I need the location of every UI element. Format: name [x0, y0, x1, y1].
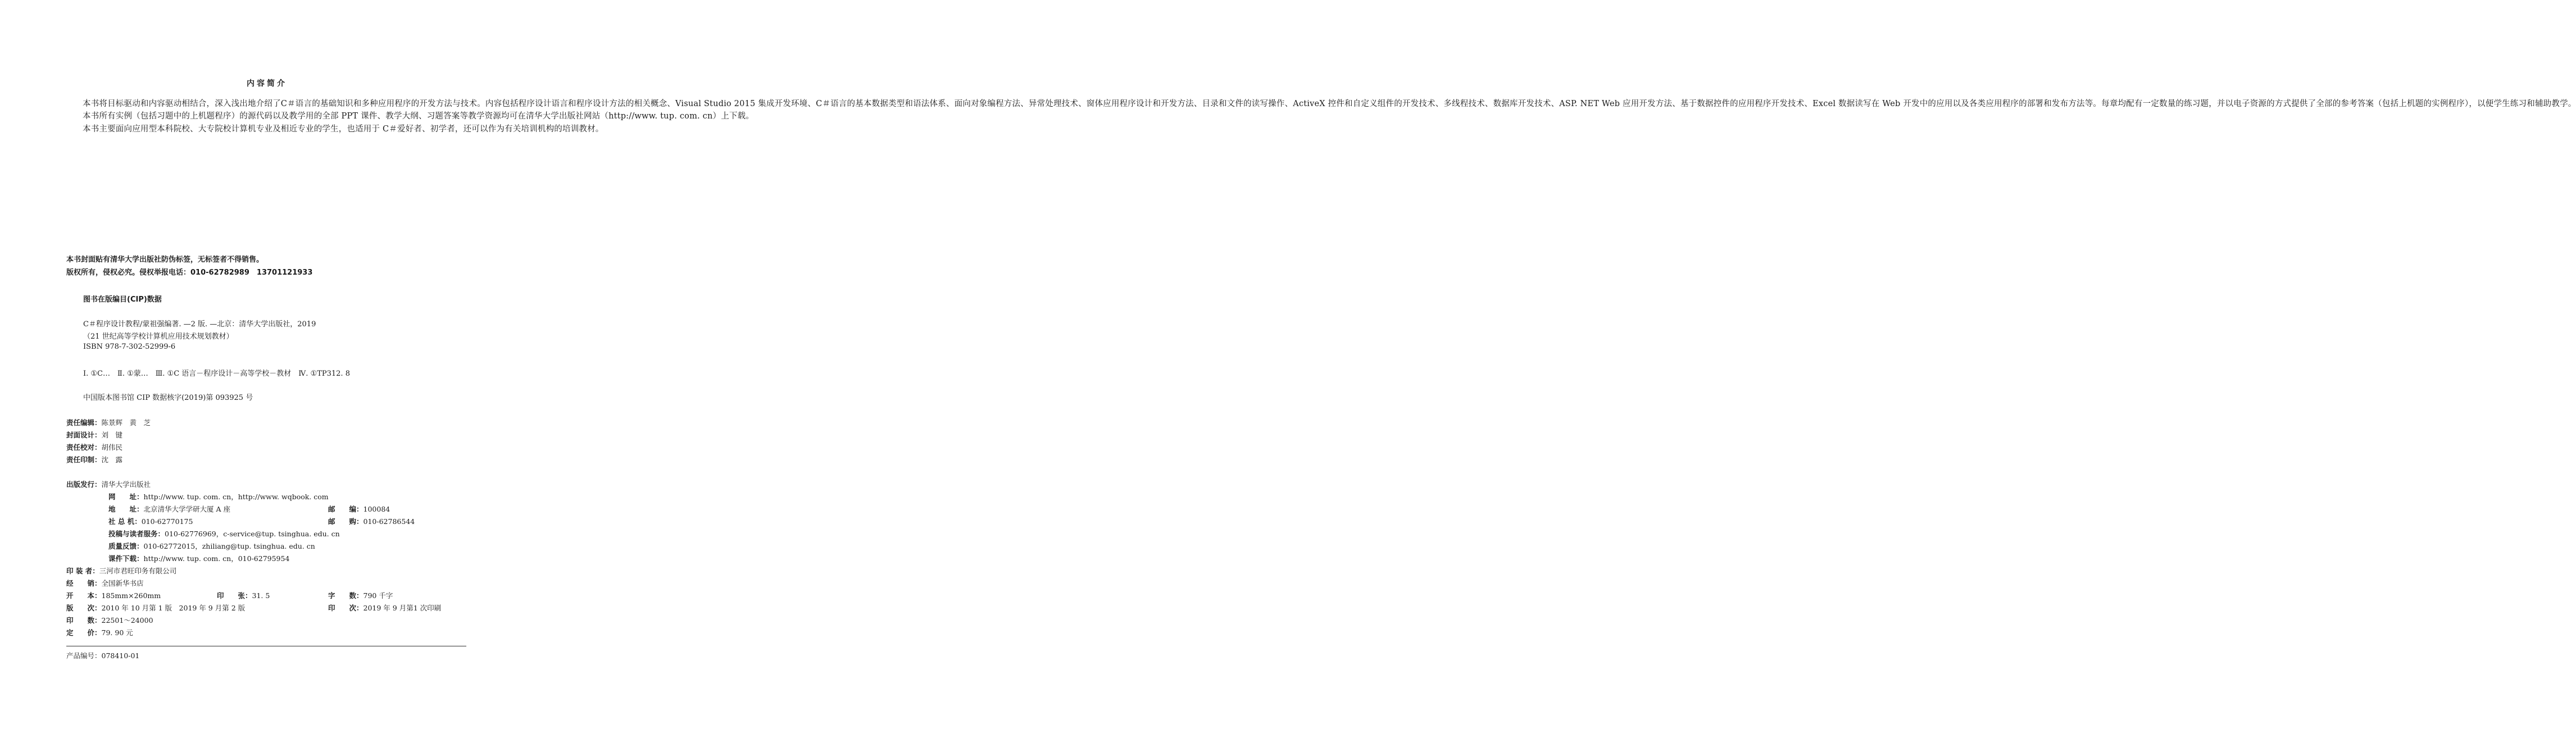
format-label: 开 本： — [66, 591, 102, 600]
switchboard-row — [108, 516, 193, 526]
staff-label: 责任编辑： — [66, 418, 102, 427]
staff-value: 胡伟民 — [101, 443, 123, 452]
staff-label: 责任校对： — [66, 443, 102, 452]
cip-record-number: 中国版本图书馆 CIP 数据核字(2019)第 093925 号 — [83, 394, 253, 402]
distributor-value: 全国新华书店 — [101, 579, 144, 587]
staff-row — [66, 417, 151, 427]
printer-row — [66, 566, 176, 576]
mail-order-value: 010-62786544 — [363, 517, 415, 526]
word-count-row — [328, 590, 393, 600]
copyright-notice: 版权所有，侵权必究。侵权举报电话：010-62782989 13701121933 — [66, 268, 313, 277]
publisher-label: 出版发行： — [66, 480, 102, 489]
website-value[interactable]: http://www. tup. com. cn，http://www. wqbook. com — [143, 493, 329, 501]
anti-counterfeit-notice: 本书封面贴有清华大学出版社防伪标签，无标签者不得销售。 — [66, 256, 264, 264]
format-row — [66, 590, 161, 600]
staff-label: 封面设计： — [66, 431, 102, 439]
zipcode-value: 100084 — [363, 505, 390, 513]
impression-value: 2019 年 9 月第1 次印刷 — [363, 604, 442, 612]
word-count-value: 790 千字 — [363, 591, 393, 600]
staff-value: 沈 露 — [101, 455, 123, 464]
staff-label: 责任印制： — [66, 455, 102, 464]
address-value: 北京清华大学学研大厦 A 座 — [143, 505, 230, 513]
edition-row — [66, 603, 245, 613]
impression-label: 印 次： — [328, 604, 364, 612]
edition-value: 2010 年 10 月第 1 版 2019 年 9 月第 2 版 — [101, 604, 246, 612]
summary-paragraph: 本书将目标驱动和内容驱动相结合，深入浅出地介绍了C＃语言的基础知识和多种应用程序的开发方法与技术。内容包括程序设计语言和程序设计方法的相关概念、Visual Studio 2015 集成开发环境、C＃语言的基本数据类型和语法体系、面向对象编程方法、异常处理技术、窗体应用程序设计和开发方法、目录和文件的读写操作、ActiveX 控件和自定义组件的开发技术、多线程技术、数据库开发技术、ASP. NET Web 应用开发方法、基于数据控件的应用程序开发技术、Excel 数据读写在 Web 开发中的应用以及各类应用程序的部署和发布方法等。每章均配有一定数量的练习题，并以电子资源的方式提供了全部的参考答案（包括上机题的实例程序），以便学生练习和辅助教学。 — [83, 99, 2576, 108]
summary-paragraph: 本书主要面向应用型本科院校、大专院校计算机专业及相近专业的学生，也适用于 C＃爱好者、初学者，还可以作为有关培训机构的培训教材。 — [83, 124, 604, 134]
cip-classification: Ⅰ. ①C… Ⅱ. ①蒙… Ⅲ. ①C 语言－程序设计－高等学校－教材 Ⅳ. ①TP312. 8 — [83, 370, 350, 378]
cip-line: C＃程序设计教程/蒙祖强编著. —2 版. —北京：清华大学出版社，2019 — [83, 320, 316, 329]
address-label: 地 址： — [108, 505, 144, 513]
website-row — [108, 491, 329, 502]
staff-value: 刘 键 — [101, 431, 123, 439]
price-label: 定 价： — [66, 628, 102, 637]
contribution-label: 投稿与读者服务： — [108, 530, 165, 538]
printer-value: 三河市君旺印务有限公司 — [99, 567, 177, 575]
price-value: 79. 90 元 — [101, 628, 133, 637]
zipcode-label: 邮 编： — [328, 505, 364, 513]
staff-row — [66, 442, 122, 452]
print-run-label: 印 数： — [66, 616, 102, 625]
distributor-label: 经 销： — [66, 579, 102, 587]
zipcode-row — [328, 504, 390, 514]
summary-body — [66, 98, 2576, 135]
impression-row — [328, 603, 441, 613]
cip-line: （21 世纪高等学校计算机应用技术规划教材） — [83, 332, 234, 341]
courseware-download-label: 课件下载： — [108, 554, 144, 563]
contribution-row — [108, 528, 340, 539]
address-row — [108, 504, 230, 514]
switchboard-value: 010-62770175 — [141, 517, 193, 526]
cip-title: 图书在版编目(CIP)数据 — [83, 295, 162, 304]
publisher-row — [66, 479, 151, 489]
printer-label: 印 装 者： — [66, 567, 99, 575]
sheets-value: 31. 5 — [252, 591, 270, 600]
distributor-row — [66, 578, 144, 588]
summary-title: 内容简介 — [247, 79, 287, 88]
sheets-row — [217, 590, 270, 600]
print-run-value: 22501～24000 — [101, 616, 153, 625]
product-code: 产品编号：078410-01 — [66, 651, 140, 660]
staff-value: 陈景辉 黄 芝 — [101, 418, 151, 427]
print-run-row — [66, 615, 153, 625]
summary-paragraph: 本书所有实例（包括习题中的上机题程序）的源代码以及教学用的全部 PPT 课件、教学大纲、习题答案等教学资源均可在清华大学出版社网站（http://www. tup. com. cn）上下载。 — [83, 112, 755, 121]
contribution-value[interactable]: 010-62776969，c-service@tup. tsinghua. edu. cn — [165, 530, 340, 538]
staff-row — [66, 430, 122, 440]
courseware-download-value[interactable]: http://www. tup. com. cn，010-62795954 — [143, 554, 290, 563]
mail-order-label: 邮 购： — [328, 517, 364, 526]
courseware-download-row — [108, 553, 289, 563]
word-count-label: 字 数： — [328, 591, 364, 600]
quality-feedback-row — [108, 541, 315, 551]
quality-feedback-label: 质量反馈： — [108, 542, 144, 550]
mail-order-row — [328, 516, 415, 526]
website-label: 网 址： — [108, 493, 144, 501]
edition-label: 版 次： — [66, 604, 102, 612]
price-row — [66, 627, 133, 637]
staff-row — [66, 454, 122, 464]
quality-feedback-value[interactable]: 010-62772015，zhiliang@tup. tsinghua. edu. cn — [143, 542, 315, 550]
sheets-label: 印 张： — [217, 591, 252, 600]
publisher-name: 清华大学出版社 — [101, 480, 151, 489]
cip-isbn: ISBN 978-7-302-52999-6 — [83, 343, 176, 351]
switchboard-label: 社 总 机： — [108, 517, 142, 526]
format-value: 185mm×260mm — [101, 591, 161, 600]
